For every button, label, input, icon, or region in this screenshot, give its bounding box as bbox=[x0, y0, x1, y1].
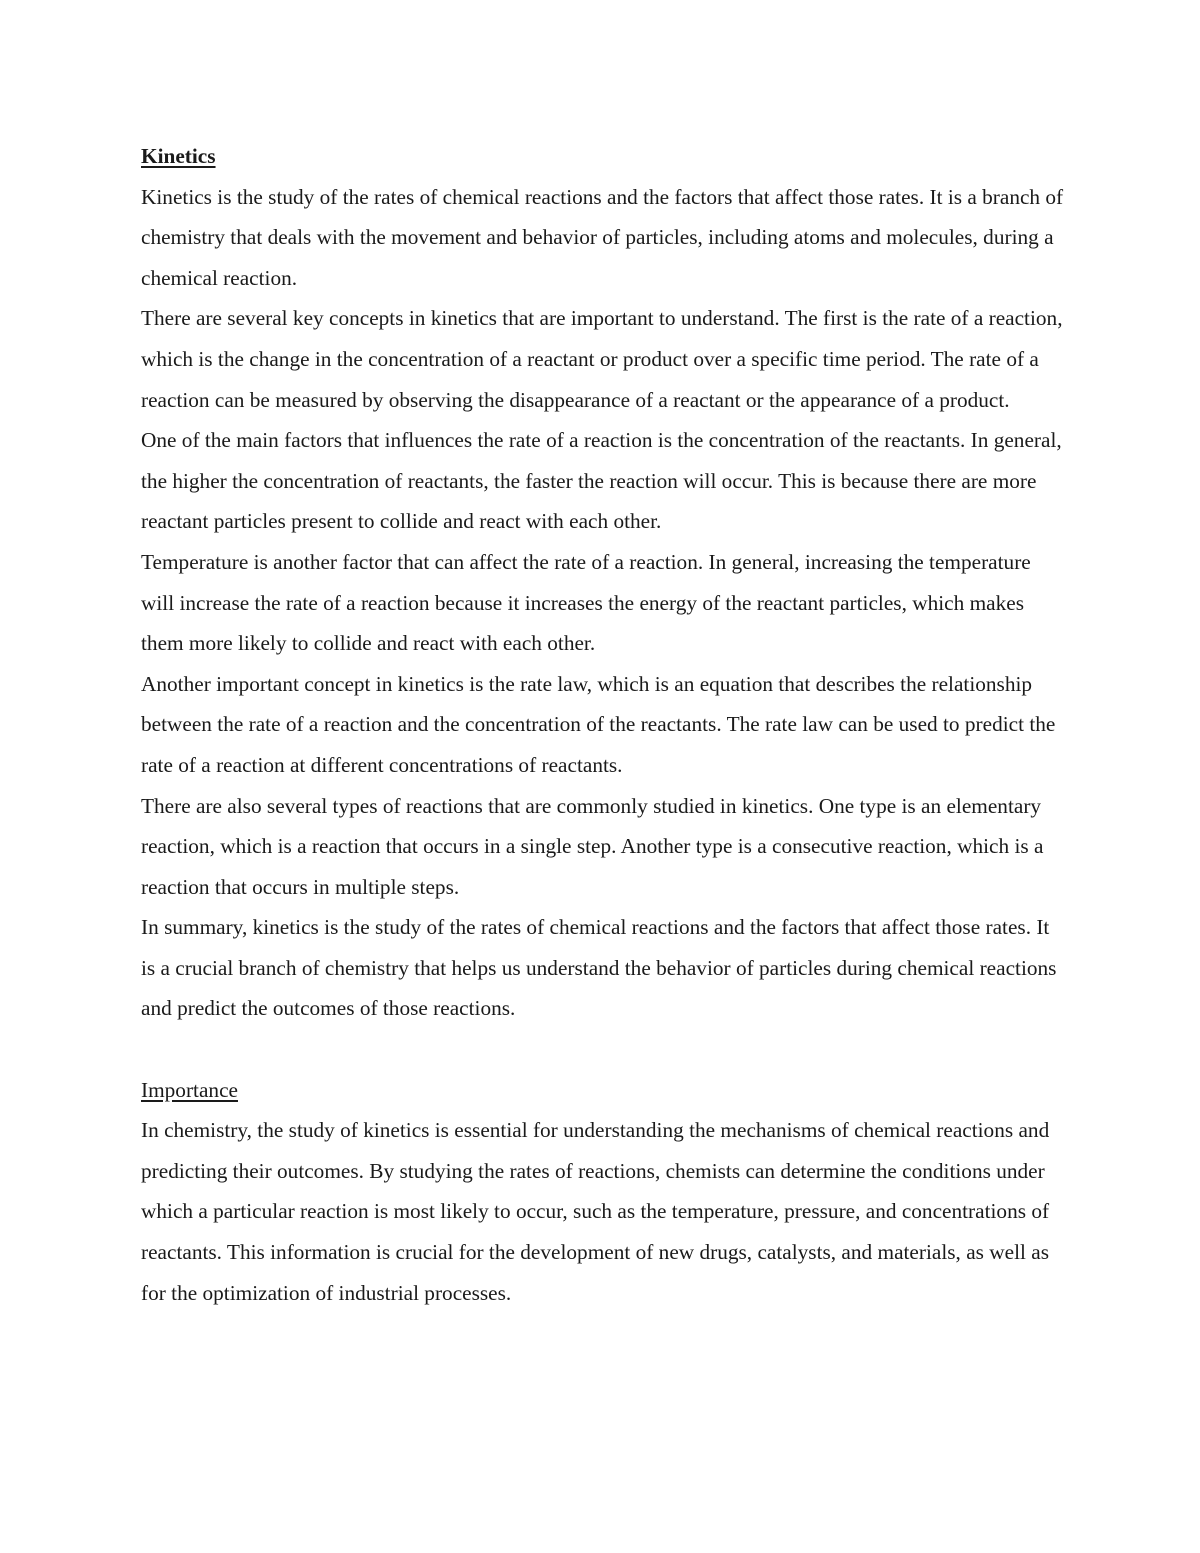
paragraph: There are also several types of reactions that are commonly studied in kinetics. One type is an elementary reaction, which is a reaction that occurs in a single step. Another type is a consecutive reaction, which is a reaction that occurs in multiple steps. bbox=[141, 793, 1044, 899]
paragraph: There are several key concepts in kinetics that are important to understand. The first is the rate of a reaction, which is the change in the concentration of a reactant or product over a specific time period. The rate of a reaction can be measured by observing the disappearance of a reactant or the appearance of a product. bbox=[141, 306, 1063, 412]
document-body bbox=[141, 136, 1066, 1313]
section-heading-kinetics: Kinetics bbox=[141, 144, 216, 168]
section-spacer bbox=[141, 1029, 1066, 1070]
paragraph: Kinetics is the study of the rates of chemical reactions and the factors that affect those rates. It is a branch of chemistry that deals with the movement and behavior of particles, including atoms and molecules, during a chemical reaction. bbox=[141, 184, 1064, 290]
paragraph: In summary, kinetics is the study of the rates of chemical reactions and the factors that affect those rates. It is a crucial branch of chemistry that helps us understand the behavior of particles during chemical reactions and predict the outcomes of those reactions. bbox=[141, 915, 1057, 1021]
paragraph: One of the main factors that influences the rate of a reaction is the concentration of the reactants. In general, the higher the concentration of reactants, the faster the reaction will occur. This is because there are more reactant particles present to collide and react with each other. bbox=[141, 428, 1062, 534]
paragraph: Another important concept in kinetics is the rate law, which is an equation that describes the relationship between the rate of a reaction and the concentration of the reactants. The rate law can be used to predict the rate of a reaction at different concentrations of reactants. bbox=[141, 671, 1056, 777]
section-heading-importance: Importance bbox=[141, 1077, 238, 1102]
paragraph: Temperature is another factor that can affect the rate of a reaction. In general, increasing the temperature will increase the rate of a reaction because it increases the energy of the reactant particles, which makes them more likely to collide and react with each other. bbox=[141, 549, 1031, 656]
paragraph: In chemistry, the study of kinetics is essential for understanding the mechanisms of chemical reactions and predicting their outcomes. By studying the rates of reactions, chemists can determine the conditions under which a particular reaction is most likely to occur, such as the temperature, pressure, and concentrations of reactants. This information is crucial for the development of new drugs, catalysts, and materials, as well as for the optimization of industrial processes. bbox=[141, 1118, 1050, 1305]
